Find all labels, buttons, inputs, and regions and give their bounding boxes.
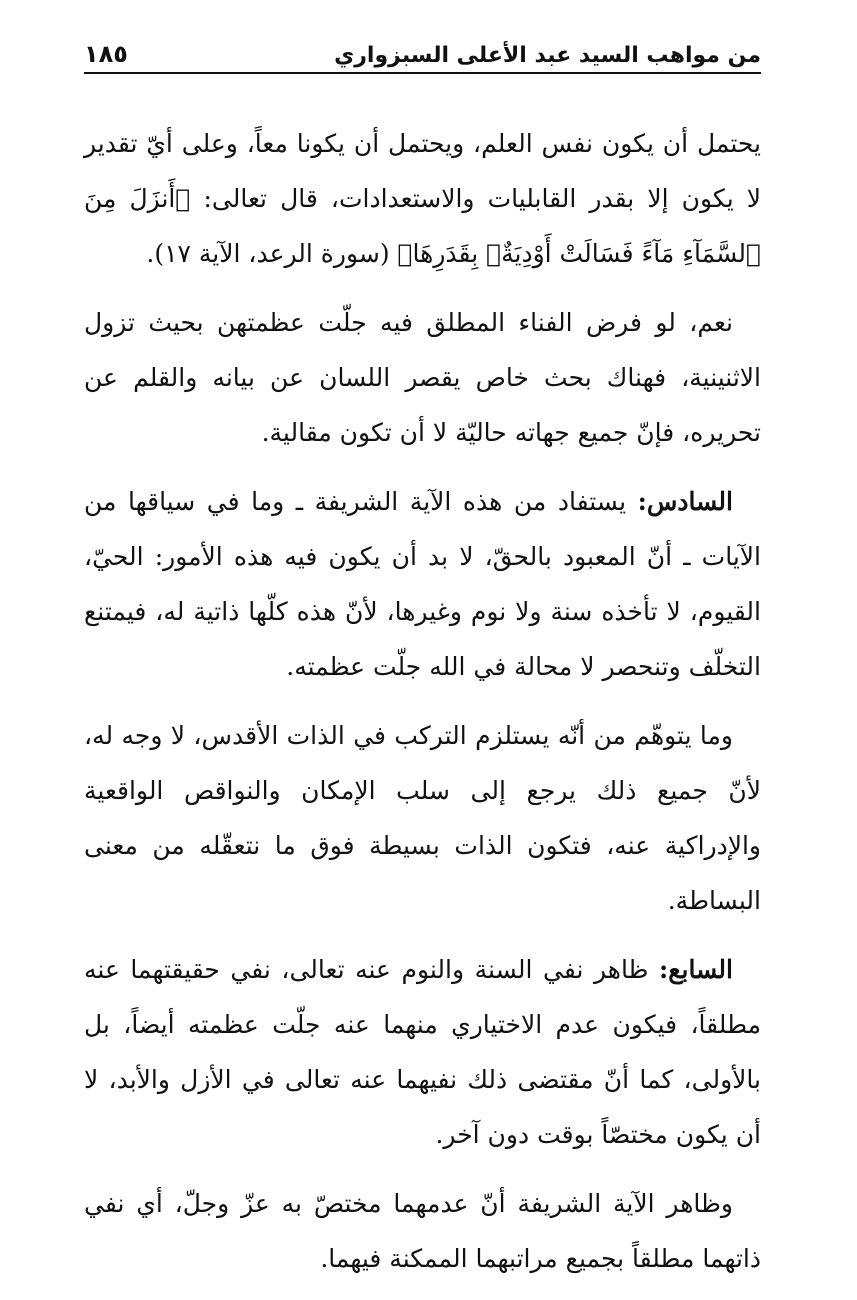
body-text bbox=[84, 116, 761, 1300]
paragraph-1-text-before-quote: يحتمل أن يكون نفس العلم، ويحتمل أن يكونا معاً، وعلى أيّ تقدير لا يكون إلا بقدر القابليات والاستعدادات، قال تعالى: bbox=[84, 129, 761, 213]
paragraph-5-lead: السابع: bbox=[659, 955, 733, 984]
paragraph-3-text: يستفاد من هذه الآية الشريفة ـ وما في سياقها من الآيات ـ أنّ المعبود بالحقّ، لا بد أن يكون فيه هذه الأمور: الحيّ، القيوم، لا تأخذه سنة ولا نوم وغيرها، لأنّ هذه كلّها ذاتية له، فيمتنع التخلّف وتنحصر لا محالة في الله جلّت عظمته. bbox=[84, 487, 761, 681]
paragraph-2-text: نعم، لو فرض الفناء المطلق فيه جلّت عظمتهن بحيث تزول الاثنينية، فهناك بحث خاص يقصر اللسان عن بيانه والقلم عن تحريره، فإنّ جميع جهاته حاليّة لا أن تكون مقالية. bbox=[84, 308, 761, 447]
paragraph-4-text: وما يتوهّم من أنّه يستلزم التركب في الذات الأقدس، لا وجه له، لأنّ جميع ذلك يرجع إلى سلب الإمكان والنواقص الواقعية والإدراكية عنه، فتكون الذات بسيطة فوق ما نتعقّله من معنى البساطة. bbox=[84, 721, 761, 915]
paragraph-3 bbox=[84, 474, 761, 694]
page-header bbox=[84, 28, 761, 74]
paragraph-3-lead: السادس: bbox=[637, 487, 733, 516]
paragraph-4 bbox=[84, 708, 761, 928]
running-title: من مواهب السيد عبد الأعلى السبزواري bbox=[334, 43, 761, 68]
paragraph-2 bbox=[84, 295, 761, 460]
quran-verse-quote: ﴿أَنزَلَ مِنَ ٱلسَّمَآءِ مَآءً فَسَالَتْ أَوْدِيَةٌۢ بِقَدَرِهَا﴾ bbox=[84, 184, 761, 268]
paragraph-5-text: ظاهر نفي السنة والنوم عنه تعالى، نفي حقيقتهما عنه مطلقاً، فيكون عدم الاختياري منهما عنه جلّت عظمته أيضاً، بل بالأولى، كما أنّ مقتضى ذلك نفيهما عنه تعالى في الأزل والأبد، لا أن يكون مختصّاً بوقت دون آخر. bbox=[84, 955, 761, 1149]
paragraph-1-text-after-quote: (سورة الرعد، الآية ١٧). bbox=[146, 239, 398, 268]
paragraph-5 bbox=[84, 942, 761, 1162]
paragraph-6-text: وظاهر الآية الشريفة أنّ عدمهما مختصّ به عزّ وجلّ، أي نفي ذاتهما مطلقاً بجميع مراتبهما الممكنة فيهما. bbox=[84, 1189, 761, 1273]
paragraph-1 bbox=[84, 116, 761, 281]
paragraph-6 bbox=[84, 1176, 761, 1286]
page-number: ١٨٥ bbox=[84, 40, 128, 68]
